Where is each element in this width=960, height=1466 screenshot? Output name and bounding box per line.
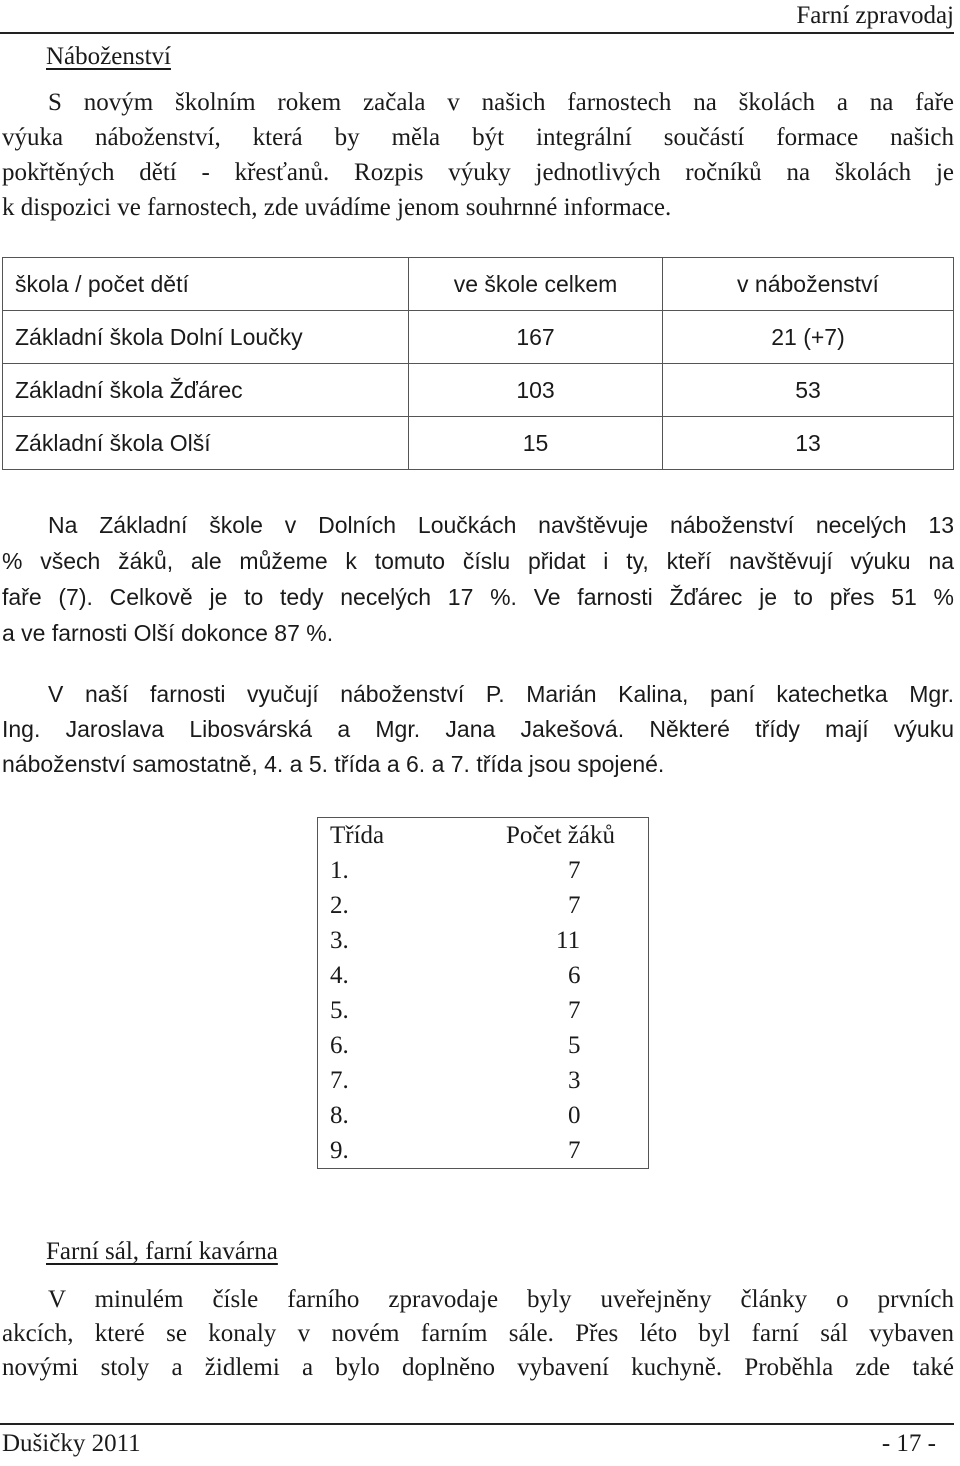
page-header (0, 0, 960, 40)
table-cell: 9. (330, 1137, 349, 1164)
stats-paragraph (2, 507, 954, 651)
text-line: pokřtěných dětí - křesťanů. Rozpis výuky jednotlivých ročníků na školách je (2, 159, 954, 186)
table-cell: 8. (330, 1102, 349, 1129)
footer-rule (0, 1423, 954, 1425)
table-cell: Základní škola Dolní Loučky (3, 311, 409, 364)
table-row (3, 417, 954, 470)
table-header-cell: Počet žáků (506, 822, 615, 849)
table-cell: 7 (568, 1137, 581, 1164)
table-header-cell: Třída (330, 822, 385, 849)
table-cell: 7 (568, 997, 581, 1024)
table-row (318, 1028, 649, 1063)
table-row (318, 993, 649, 1028)
page-number: - 17 - (881, 1430, 936, 1457)
text-line: faře (7). Celkově je to tedy necelých 17 %. Ve farnosti Žďárec je to přes 51 % (2, 584, 954, 610)
table-row (3, 364, 954, 417)
table-cell: 53 (663, 364, 954, 417)
table-header-cell: v náboženství (663, 258, 954, 311)
text-line: k dispozici ve farnostech, zde uvádíme jenom souhrnné informace. (2, 194, 672, 221)
table-cell: 2. (330, 892, 349, 919)
table-row (318, 888, 649, 923)
table-cell: Základní škola Olší (3, 417, 409, 470)
text-line: % všech žáků, ale můžeme k tomuto číslu přidat i ty, kteří navštěvují výuku na (2, 548, 954, 574)
table-cell: 7 (568, 892, 581, 919)
table-cell: 0 (568, 1102, 581, 1129)
table-row (3, 311, 954, 364)
teachers-paragraph (2, 677, 954, 782)
table-cell: 3 (568, 1067, 581, 1094)
table-header-cell: škola / počet dětí (3, 258, 409, 311)
text-line: výuka náboženství, která by měla být integrální součástí formace našich (2, 124, 954, 151)
table-row (318, 1063, 649, 1098)
issue-name: Dušičky 2011 (2, 1430, 141, 1457)
text-line: Ing. Jaroslava Libosvárská a Mgr. Jana Jakešová. Některé třídy mají výuku (2, 716, 954, 742)
text-line: V naší farnosti vyučují náboženství P. Marián Kalina, paní katechetka Mgr. (48, 681, 954, 707)
table-cell: 5 (568, 1032, 581, 1059)
text-line: novými stoly a židlemi a bylo doplněno vybavení kuchyně. Proběhla zde také (2, 1354, 954, 1381)
table-row (318, 1098, 649, 1133)
table-row (318, 1133, 649, 1169)
section-heading-religion: Náboženství (46, 43, 171, 70)
section-heading-parish-hall: Farní sál, farní kavárna (46, 1238, 278, 1265)
table-header-cell: ve škole celkem (409, 258, 663, 311)
parish-hall-paragraph (2, 1283, 954, 1385)
text-line: V minulém čísle farního zpravodaje byly uveřejněny články o prvních (48, 1286, 954, 1313)
table-cell: 11 (556, 927, 581, 954)
table-cell: 21 (+7) (663, 311, 954, 364)
text-line: a ve farnosti Olší dokonce 87 %. (2, 620, 334, 646)
table-cell: 7 (568, 857, 581, 884)
school-table (2, 257, 954, 470)
text-line: Na Základní škole v Dolních Loučkách navštěvuje náboženství necelých 13 (48, 512, 954, 538)
table-header-row (3, 258, 954, 311)
newsletter-title: Farní zpravodaj (796, 2, 954, 29)
text-line: akcích, které se konaly v novém farním sále. Přes léto byl farní sál vybaven (2, 1320, 954, 1347)
table-row (318, 958, 649, 993)
table-cell: 7. (330, 1067, 349, 1094)
table-cell: 4. (330, 962, 349, 989)
class-table (317, 817, 649, 1169)
table-cell: 167 (409, 311, 663, 364)
table-cell: 5. (330, 997, 349, 1024)
table-cell: 103 (409, 364, 663, 417)
table-row (318, 923, 649, 958)
table-row (318, 853, 649, 888)
intro-paragraph (2, 85, 954, 225)
table-cell: 1. (330, 857, 349, 884)
table-cell: 13 (663, 417, 954, 470)
table-cell: 6 (568, 962, 581, 989)
table-cell: 3. (330, 927, 349, 954)
table-cell: 6. (330, 1032, 349, 1059)
table-cell: Základní škola Žďárec (3, 364, 409, 417)
header-rule (0, 32, 954, 34)
text-line: S novým školním rokem začala v našich farnostech na školách a na faře (48, 89, 954, 116)
table-cell: 15 (409, 417, 663, 470)
text-line: náboženství samostatně, 4. a 5. třída a 6. a 7. třída jsou spojené. (2, 751, 665, 777)
table-header-row (318, 818, 649, 854)
